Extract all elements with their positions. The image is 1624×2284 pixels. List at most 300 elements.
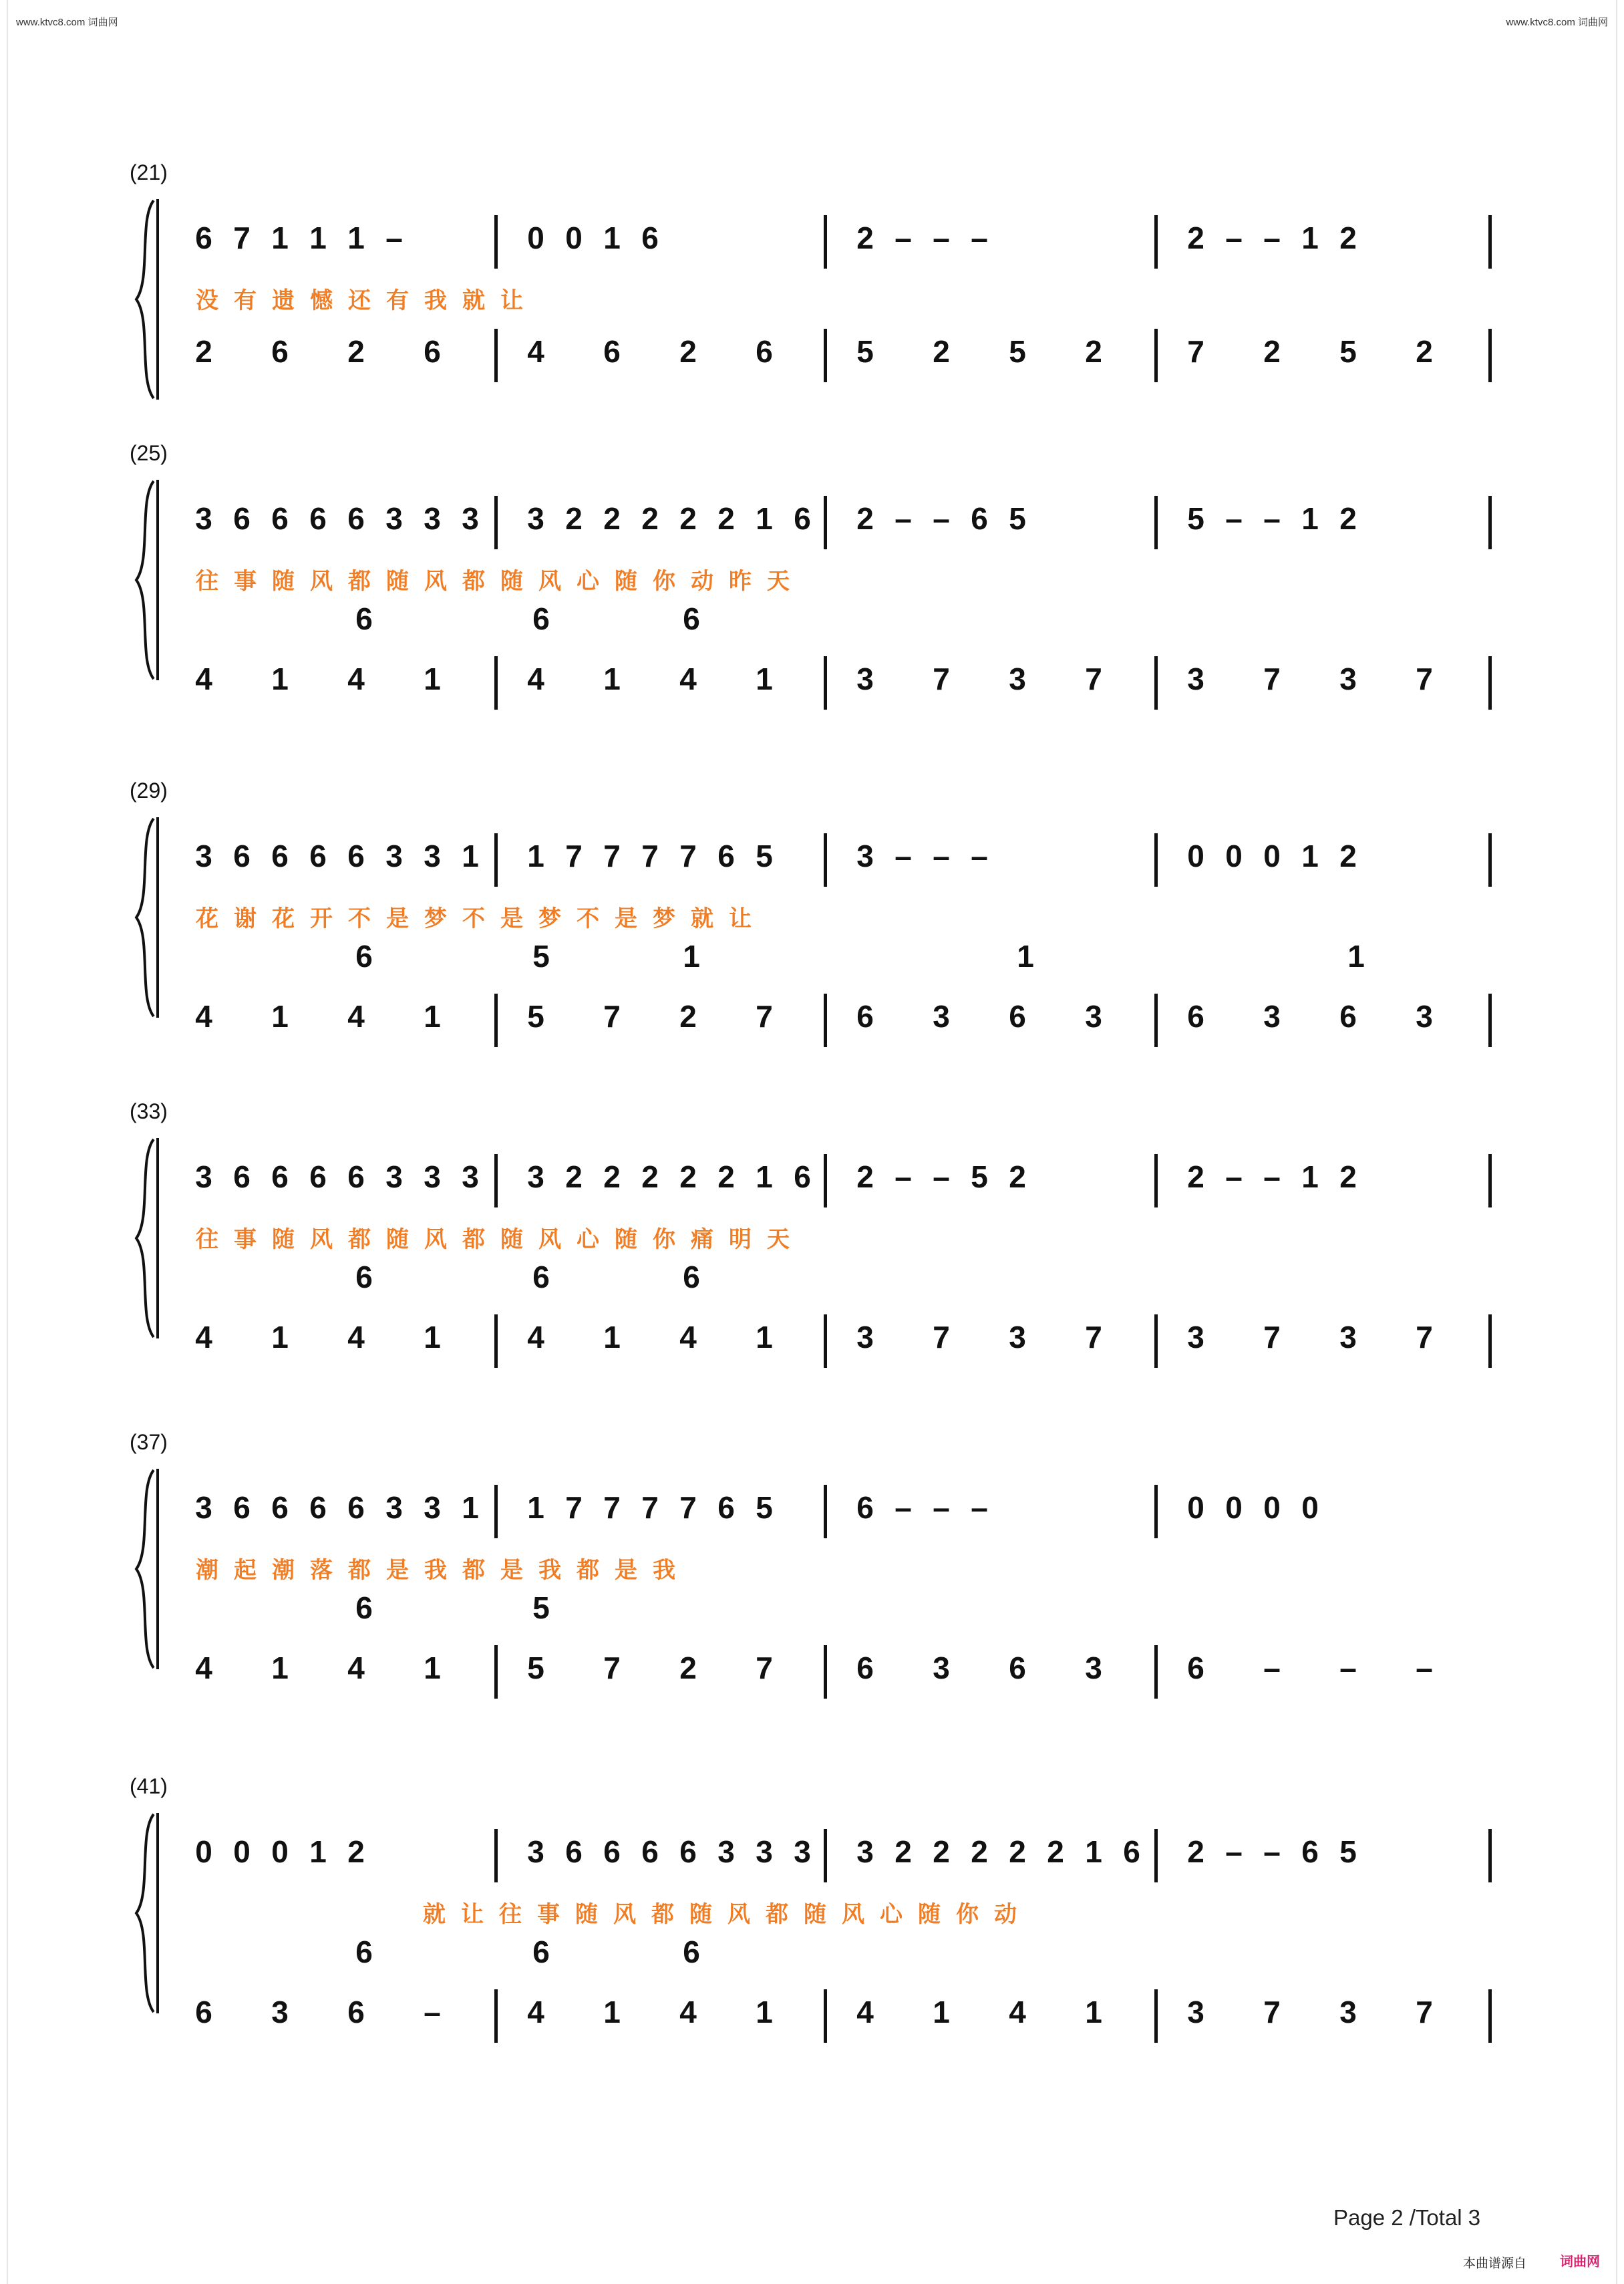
note: 6	[309, 1159, 327, 1194]
note: 1	[424, 999, 441, 1034]
note: 6	[195, 1995, 212, 2029]
note: 3	[1187, 662, 1204, 696]
note: 5	[1339, 334, 1357, 369]
note: 3	[527, 501, 544, 536]
note: 1	[271, 999, 289, 1034]
note: 1	[1301, 1159, 1319, 1194]
lyric-syllable: 风	[424, 1227, 447, 1252]
note: 4	[856, 1995, 874, 2029]
lyric-syllable: 不	[577, 906, 599, 932]
chord-top-note: 6	[532, 1935, 550, 1969]
note: 7	[1085, 662, 1102, 696]
note: 2	[856, 221, 874, 255]
note: 0	[527, 221, 544, 255]
note: 3	[424, 839, 441, 873]
note: –	[933, 839, 950, 873]
note: –	[1263, 1834, 1281, 1869]
lyric-syllable: 你	[653, 1227, 675, 1252]
note: 3	[933, 1651, 950, 1685]
note: 2	[565, 1159, 583, 1194]
lyric-syllable: 是	[500, 906, 523, 932]
note: 3	[462, 501, 479, 536]
note: 6	[1123, 1834, 1140, 1869]
barline	[824, 994, 827, 1047]
note: 1	[756, 501, 773, 536]
lyric-syllable: 就	[423, 1902, 446, 1927]
chord-top-note: 1	[683, 939, 700, 974]
note: –	[1416, 1651, 1433, 1685]
lyric-syllable: 是	[386, 906, 409, 932]
note: 1	[603, 662, 621, 696]
note: 5	[1187, 501, 1204, 536]
lower-staff	[0, 321, 1624, 381]
note: 1	[462, 839, 479, 873]
barline	[824, 496, 827, 549]
note: 6	[856, 999, 874, 1034]
note: 0	[195, 1834, 212, 1869]
lyric-syllable: 都	[348, 1227, 371, 1252]
note: 1	[603, 221, 621, 255]
note: 6	[1339, 999, 1357, 1034]
lyric-syllable: 事	[537, 1902, 560, 1927]
music-system	[0, 1767, 1624, 2029]
note: 7	[1187, 334, 1204, 369]
lyric-syllable: 随	[272, 569, 295, 594]
barline	[824, 1485, 827, 1538]
note: 4	[527, 334, 544, 369]
lyric-syllable: 随	[615, 1227, 637, 1252]
note: 1	[527, 1490, 544, 1525]
lyric-syllable: 心	[880, 1902, 903, 1927]
note: 2	[679, 999, 697, 1034]
lyrics-line	[0, 1226, 1624, 1286]
note: 6	[195, 221, 212, 255]
note: 3	[1009, 662, 1026, 696]
note: 4	[195, 1320, 212, 1354]
note: 5	[756, 1490, 773, 1525]
note: 7	[565, 1490, 583, 1525]
barline	[1488, 833, 1492, 887]
barline	[1154, 1485, 1158, 1538]
note: 3	[385, 501, 403, 536]
lower-staff	[0, 1306, 1624, 1367]
lyric-syllable: 没	[196, 288, 218, 313]
note: –	[424, 1995, 441, 2029]
barline	[1154, 656, 1158, 710]
barline	[824, 215, 827, 269]
chord-top-note: 6	[355, 1590, 373, 1625]
note: 7	[641, 839, 659, 873]
note: 6	[717, 839, 735, 873]
note: 1	[603, 1995, 621, 2029]
lyric-syllable: 都	[766, 1902, 788, 1927]
lyric-syllable: 心	[577, 1227, 599, 1252]
note: 6	[679, 1834, 697, 1869]
barline	[1154, 994, 1158, 1047]
note: 0	[1225, 839, 1243, 873]
note: 7	[1416, 1995, 1433, 2029]
chord-top-note: 6	[532, 1260, 550, 1294]
note: 3	[385, 1490, 403, 1525]
note: 3	[527, 1834, 544, 1869]
note: 7	[756, 1651, 773, 1685]
lyric-syllable: 潮	[272, 1558, 295, 1583]
note: 6	[271, 839, 289, 873]
music-system	[0, 1093, 1624, 1354]
lower-staff	[0, 986, 1624, 1046]
lyric-syllable: 憾	[310, 288, 333, 313]
chord-top-note: 6	[355, 1935, 373, 1969]
note: –	[895, 839, 912, 873]
note: 6	[641, 221, 659, 255]
note: 3	[756, 1834, 773, 1869]
lyrics-line	[0, 905, 1624, 966]
note: 2	[603, 501, 621, 536]
system-number: (33)	[130, 1099, 168, 1123]
lyric-syllable: 随	[615, 569, 637, 594]
lyric-syllable: 都	[348, 1558, 371, 1583]
chord-top-note: 6	[355, 939, 373, 974]
lyric-syllable: 事	[234, 1227, 257, 1252]
note: 6	[271, 501, 289, 536]
note: 2	[1047, 1834, 1064, 1869]
note: 2	[1187, 1159, 1204, 1194]
note: –	[1263, 501, 1281, 536]
note: 6	[233, 1159, 251, 1194]
lower-staff	[0, 1981, 1624, 2041]
note: 7	[641, 1490, 659, 1525]
note: 2	[856, 1159, 874, 1194]
note: 3	[424, 1490, 441, 1525]
barline	[1488, 1154, 1492, 1207]
lyric-syllable: 随	[689, 1902, 712, 1927]
note: 0	[1187, 839, 1204, 873]
note: 7	[603, 1651, 621, 1685]
note: 1	[1301, 839, 1319, 873]
note: 3	[385, 1159, 403, 1194]
note: 3	[1263, 999, 1281, 1034]
chord-top-note: 6	[683, 1935, 700, 1969]
note: 4	[195, 1651, 212, 1685]
barline	[1488, 1314, 1492, 1368]
note: –	[1225, 221, 1243, 255]
note: 2	[565, 501, 583, 536]
lyric-syllable: 风	[310, 1227, 333, 1252]
note: 2	[347, 334, 365, 369]
note: –	[1263, 1651, 1281, 1685]
note: 2	[603, 1159, 621, 1194]
lyric-syllable: 潮	[196, 1558, 218, 1583]
note: 6	[756, 334, 773, 369]
note: –	[1225, 1159, 1243, 1194]
lyric-syllable: 有	[386, 288, 409, 313]
upper-staff	[0, 1821, 1624, 1881]
barline	[1154, 1314, 1158, 1368]
note: 6	[1301, 1834, 1319, 1869]
lyric-syllable: 风	[310, 569, 333, 594]
lyric-syllable: 风	[842, 1902, 864, 1927]
note: 4	[527, 1320, 544, 1354]
note: 1	[1085, 1834, 1102, 1869]
note: 4	[347, 999, 365, 1034]
lyric-syllable: 随	[386, 1227, 409, 1252]
note: 5	[1009, 334, 1026, 369]
barline	[1154, 833, 1158, 887]
note: 3	[1416, 999, 1433, 1034]
note: 0	[233, 1834, 251, 1869]
chord-top-note: 6	[683, 1260, 700, 1294]
note: 2	[1187, 221, 1204, 255]
lyric-syllable: 往	[196, 569, 218, 594]
note: 2	[1187, 1834, 1204, 1869]
note: 7	[1085, 1320, 1102, 1354]
note: 5	[856, 334, 874, 369]
note: 2	[195, 334, 212, 369]
note: 7	[233, 221, 251, 255]
lyric-syllable: 不	[462, 906, 485, 932]
note: 6	[1187, 1651, 1204, 1685]
note: 3	[1085, 1651, 1102, 1685]
barline	[494, 656, 498, 710]
note: 4	[347, 1320, 365, 1354]
note: 0	[565, 221, 583, 255]
barline	[494, 1829, 498, 1882]
note: 3	[1187, 1995, 1204, 2029]
note: 6	[309, 839, 327, 873]
note: 0	[1187, 1490, 1204, 1525]
note: 2	[679, 334, 697, 369]
note: 3	[1339, 1320, 1357, 1354]
note: 1	[347, 221, 365, 255]
lyric-syllable: 开	[310, 906, 333, 932]
barline	[494, 496, 498, 549]
note: 6	[424, 334, 441, 369]
upper-staff	[0, 1146, 1624, 1206]
note: 7	[1263, 1320, 1281, 1354]
note: 3	[856, 839, 874, 873]
music-system	[0, 434, 1624, 696]
note: 3	[195, 839, 212, 873]
barline	[824, 329, 827, 382]
note: 2	[856, 501, 874, 536]
lyric-syllable: 你	[653, 569, 675, 594]
note: 7	[679, 1490, 697, 1525]
note: 6	[347, 1159, 365, 1194]
note: 0	[1301, 1490, 1319, 1525]
lyric-syllable: 都	[462, 1558, 485, 1583]
barline	[494, 1154, 498, 1207]
lyric-syllable: 痛	[691, 1227, 713, 1252]
note: 3	[462, 1159, 479, 1194]
note: 7	[1263, 662, 1281, 696]
lyric-syllable: 落	[310, 1558, 333, 1583]
chord-top-note: 1	[1347, 939, 1365, 974]
barline	[824, 1645, 827, 1699]
note: 2	[641, 1159, 659, 1194]
lyric-syllable: 有	[234, 288, 257, 313]
note: –	[895, 1490, 912, 1525]
note: –	[895, 1159, 912, 1194]
lyric-syllable: 让	[729, 906, 752, 932]
note: 7	[565, 839, 583, 873]
note: 7	[603, 1490, 621, 1525]
lyric-syllable: 往	[499, 1902, 522, 1927]
note: 6	[717, 1490, 735, 1525]
note: 3	[1339, 662, 1357, 696]
note: 2	[895, 1834, 912, 1869]
barline	[1154, 329, 1158, 382]
lyric-syllable: 随	[500, 1227, 523, 1252]
chord-top-note: 1	[1017, 939, 1034, 974]
lyric-syllable: 心	[577, 569, 599, 594]
lyric-syllable: 随	[918, 1902, 941, 1927]
note: 4	[527, 1995, 544, 2029]
note: 0	[1225, 1490, 1243, 1525]
lyric-syllable: 我	[424, 288, 447, 313]
lyric-syllable: 风	[538, 569, 561, 594]
chord-top-note: 6	[532, 601, 550, 636]
note: 3	[856, 1834, 874, 1869]
lyric-syllable: 都	[651, 1902, 674, 1927]
lyric-syllable: 我	[538, 1558, 561, 1583]
lyric-syllable: 风	[424, 569, 447, 594]
note: 3	[195, 1490, 212, 1525]
note: 6	[347, 1995, 365, 2029]
note: –	[1263, 1159, 1281, 1194]
note: 2	[1009, 1834, 1026, 1869]
lyric-syllable: 风	[727, 1902, 750, 1927]
lyric-syllable: 是	[615, 1558, 637, 1583]
header-left-watermark: www.ktvc8.com 词曲网	[16, 17, 118, 28]
system-number: (25)	[130, 441, 168, 465]
note: 3	[856, 1320, 874, 1354]
lyric-syllable: 天	[767, 569, 790, 594]
note: 6	[794, 501, 811, 536]
note: 3	[933, 999, 950, 1034]
barline	[494, 994, 498, 1047]
note: 2	[1085, 334, 1102, 369]
lyric-syllable: 随	[272, 1227, 295, 1252]
note: 3	[794, 1834, 811, 1869]
music-system	[0, 1423, 1624, 1685]
note: –	[895, 501, 912, 536]
note: 3	[856, 662, 874, 696]
lyrics-line	[0, 1901, 1624, 1961]
note: –	[1225, 1834, 1243, 1869]
system-number: (37)	[130, 1430, 168, 1454]
barline	[1154, 1154, 1158, 1207]
lyric-syllable: 梦	[653, 906, 675, 932]
note: 6	[309, 501, 327, 536]
note: 1	[527, 839, 544, 873]
lyric-syllable: 事	[234, 569, 257, 594]
note: 3	[424, 1159, 441, 1194]
note: 4	[679, 1995, 697, 2029]
note: 6	[271, 1159, 289, 1194]
system-number: (21)	[130, 160, 168, 184]
barline	[824, 656, 827, 710]
note: 0	[1263, 839, 1281, 873]
barline	[1154, 215, 1158, 269]
note: 2	[347, 1834, 365, 1869]
note: 3	[424, 501, 441, 536]
note: 2	[933, 1834, 950, 1869]
lyric-syllable: 天	[767, 1227, 790, 1252]
note: 1	[271, 221, 289, 255]
note: 7	[1416, 1320, 1433, 1354]
note: 7	[756, 999, 773, 1034]
barline	[1488, 994, 1492, 1047]
chord-top-note: 6	[683, 601, 700, 636]
note: 2	[1339, 221, 1357, 255]
lyric-syllable: 都	[462, 569, 485, 594]
note: 1	[424, 1651, 441, 1685]
note: 4	[195, 662, 212, 696]
note: 0	[1263, 1490, 1281, 1525]
note: –	[971, 839, 988, 873]
lyric-syllable: 你	[956, 1902, 979, 1927]
note: 2	[641, 501, 659, 536]
note: 1	[1301, 501, 1319, 536]
lyric-syllable: 风	[538, 1227, 561, 1252]
music-system	[0, 772, 1624, 1034]
music-system	[0, 154, 1624, 408]
note: 4	[679, 662, 697, 696]
header-right-watermark: www.ktvc8.com 词曲网	[1506, 17, 1608, 28]
note: 6	[1009, 999, 1026, 1034]
note: 3	[385, 839, 403, 873]
note: 6	[347, 501, 365, 536]
barline	[824, 1314, 827, 1368]
note: 1	[756, 1159, 773, 1194]
chord-top-note: 5	[532, 939, 550, 974]
note: 3	[1085, 999, 1102, 1034]
lyric-syllable: 随	[804, 1902, 826, 1927]
note: 1	[271, 662, 289, 696]
note: 3	[1339, 1995, 1357, 2029]
barline	[1488, 496, 1492, 549]
note: 6	[347, 1490, 365, 1525]
lyric-syllable: 花	[272, 906, 295, 932]
note: 6	[971, 501, 988, 536]
barline	[494, 1485, 498, 1538]
barline	[1488, 1829, 1492, 1882]
note: 6	[233, 1490, 251, 1525]
lyric-syllable: 都	[348, 569, 371, 594]
note: 4	[347, 1651, 365, 1685]
lyric-syllable: 就	[691, 906, 713, 932]
note: 2	[1339, 501, 1357, 536]
note: 6	[856, 1651, 874, 1685]
footer-logo: 词曲网	[1560, 2255, 1600, 2269]
lyric-syllable: 随	[500, 569, 523, 594]
lyric-syllable: 风	[613, 1902, 636, 1927]
note: 2	[679, 501, 697, 536]
note: 6	[1009, 1651, 1026, 1685]
note: 4	[347, 662, 365, 696]
note: 5	[971, 1159, 988, 1194]
note: 1	[424, 662, 441, 696]
note: 6	[603, 334, 621, 369]
barline	[824, 1829, 827, 1882]
note: 3	[1187, 1320, 1204, 1354]
note: 5	[756, 839, 773, 873]
system-number: (41)	[130, 1774, 168, 1798]
note: 7	[1263, 1995, 1281, 2029]
barline	[824, 1989, 827, 2043]
chord-top-note: 6	[355, 601, 373, 636]
note: 4	[527, 662, 544, 696]
